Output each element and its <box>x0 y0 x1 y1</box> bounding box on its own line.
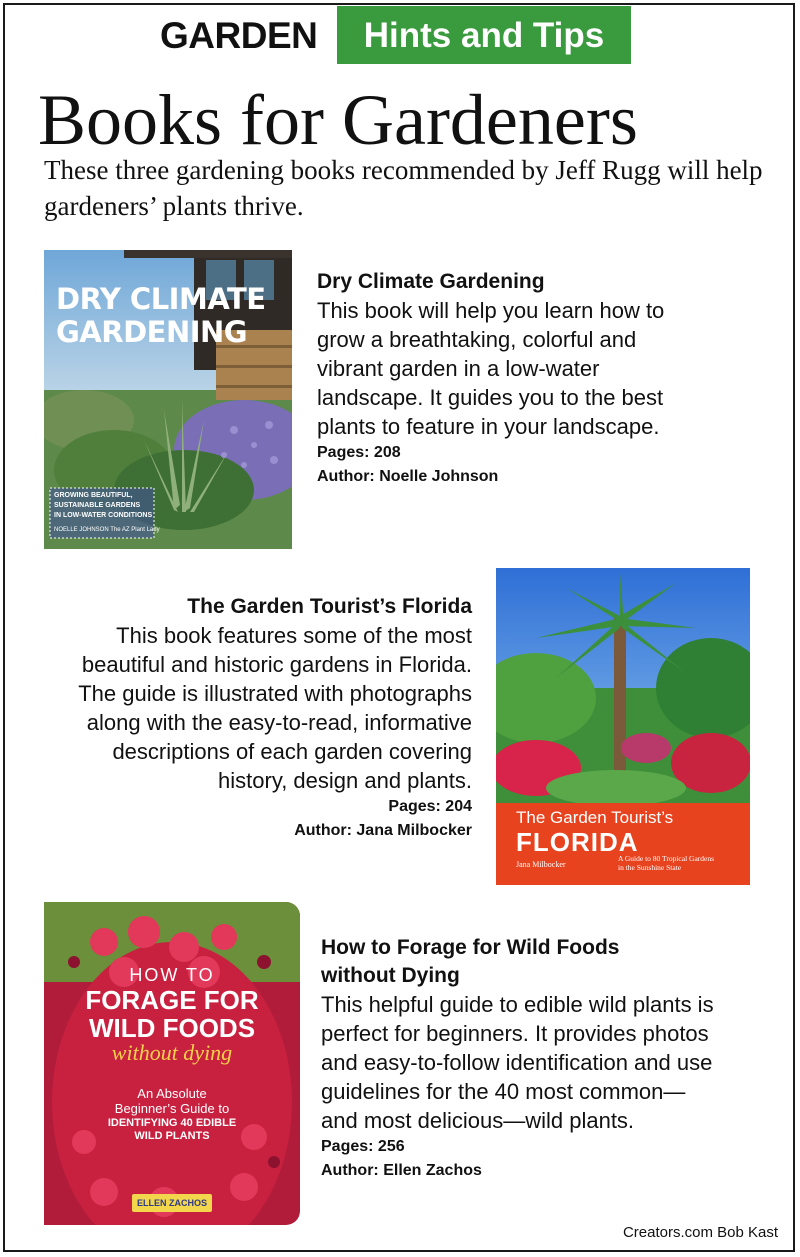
book-pages: Pages: 204 <box>388 798 472 815</box>
book-title: Dry Climate Gardening <box>317 270 545 293</box>
book-entry-garden-tourist <box>60 593 472 843</box>
dry-climate-cover-subtitle-2: SUSTAINABLE GARDENS <box>54 502 141 509</box>
book-cover-dry-climate <box>44 250 292 549</box>
book-cover-forage <box>44 902 300 1225</box>
page-title: Books for Gardeners <box>38 80 638 160</box>
book-title: How to Forage for Wild Foods without Dying <box>321 936 620 987</box>
book-pages: Pages: 256 <box>321 1138 405 1155</box>
forage-cover-title-3: WILD FOODS <box>88 1013 256 1043</box>
forage-cover-subtitle-1: An Absolute <box>137 1086 207 1101</box>
intro-text: These three gardening books recommended by Jeff Rugg will help gardeners’ plants thrive. <box>44 155 763 221</box>
forage-cover-title-4: without dying <box>111 1040 233 1065</box>
florida-cover-title-1: The Garden Tourist’s <box>516 808 674 827</box>
section-label: GARDEN <box>160 15 318 56</box>
florida-cover-title-2: FLORIDA <box>516 827 639 857</box>
book-description: This book will help you learn how to grow a breathtaking, colorful and vibrant garden in a low-water landscape. It guides you to the best plants to feature in your landscape. <box>317 298 665 439</box>
book-title: The Garden Tourist’s Florida <box>187 595 472 618</box>
photo-credit: Creators.com Bob Kast <box>622 1224 778 1241</box>
dry-climate-cover-title-1: DRY CLIMATE <box>56 282 266 316</box>
book-entry-dry-climate <box>317 268 747 489</box>
dry-climate-cover-title-2: GARDENING <box>56 315 248 349</box>
florida-cover-tagline-2: in the Sunshine State <box>618 863 682 872</box>
forage-cover-subtitle-3: IDENTIFYING 40 EDIBLE <box>107 1117 237 1129</box>
forage-cover-title-2: FORAGE FOR <box>85 985 259 1015</box>
book-description: This book features some of the most beautiful and historic gardens in Florida. The guide is illustrated with photographs along with the easy-to-read, informative descriptions of each garden covering history, design and plants. <box>78 623 472 793</box>
book-cover-garden-tourist <box>496 568 750 885</box>
florida-cover-author: Jana Milbocker <box>516 860 566 869</box>
dry-climate-cover-subtitle-1: GROWING BEAUTIFUL, <box>54 492 133 499</box>
book-author: Author: Jana Milbocker <box>294 822 472 839</box>
book-entry-forage <box>321 934 751 1183</box>
section-badge: Hints and Tips <box>337 6 631 64</box>
florida-cover-tagline-1: A Guide to 80 Tropical Gardens <box>618 854 715 863</box>
book-author: Author: Noelle Johnson <box>317 468 499 485</box>
forage-cover-title-1: HOW TO <box>129 965 215 985</box>
book-description: This helpful guide to edible wild plants is perfect for beginners. It provides photos and easy-to-follow identification and use guidelines for the 40 most common—and most delicious—wild plants. <box>321 992 714 1133</box>
forage-cover-subtitle-4: WILD PLANTS <box>134 1130 210 1142</box>
book-author: Author: Ellen Zachos <box>321 1162 482 1179</box>
forage-cover-subtitle-2: Beginner’s Guide to <box>114 1101 230 1116</box>
dry-climate-cover-author: NOELLE JOHNSON The AZ Plant Lady <box>54 527 160 533</box>
forage-cover-author: ELLEN ZACHOS <box>136 1198 207 1208</box>
book-pages: Pages: 208 <box>317 444 401 461</box>
dry-climate-cover-subtitle-3: IN LOW-WATER CONDITIONS <box>54 512 153 519</box>
